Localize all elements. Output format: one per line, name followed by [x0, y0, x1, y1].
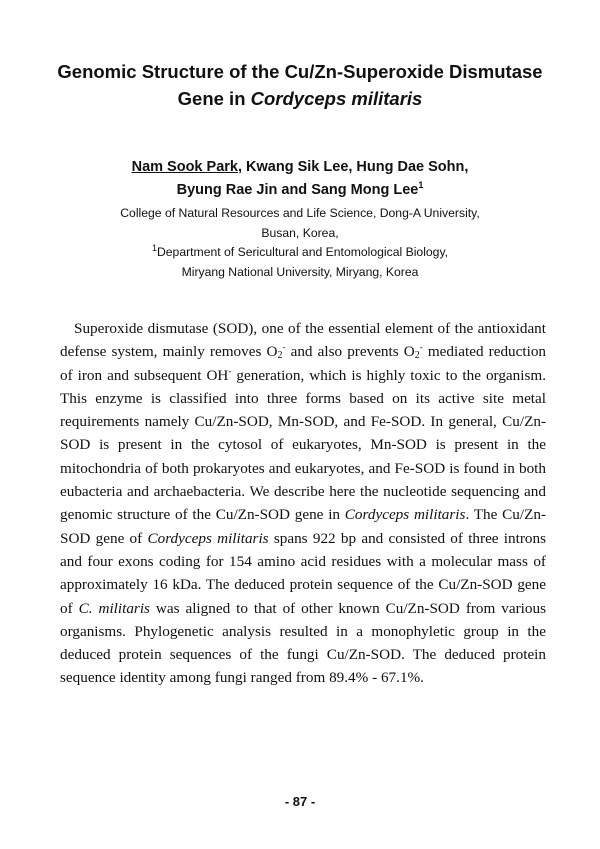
abstract-text-4: generation, which is highly toxic to the organism. This enzyme is classified into three forms based on its active site metal requirements namely Cu/Zn-SOD, Mn-SOD, and Fe-SOD. In general, Cu/Zn-SOD is present in the cytosol of eukaryotes, Mn-SOD is present in the mitochondria of both prokaryotes and eukaryotes, and Fe-SOD is found in both eubacteria and archaebacteria. We describe here the nucleotide sequencing and genomic structure of the Cu/Zn-SOD gene in: [60, 366, 546, 524]
affiliation-1-line-1: College of Natural Resources and Life Science, Dong-A University,: [120, 206, 480, 220]
affiliation-2-line-2: Miryang National University, Miryang, Korea: [181, 264, 419, 279]
affiliation-2-line-1: [20, 243, 580, 263]
affiliation-2-text: Department of Sericultural and Entomological Biology,: [156, 245, 449, 259]
o2-subscript: 2: [277, 350, 283, 362]
author-line-1: [20, 156, 580, 179]
species-italic-1: Cordyceps militaris: [344, 506, 466, 524]
author-line-2: [20, 179, 580, 202]
species-italic-3: C. militaris: [78, 599, 150, 617]
author-line-2-text: Byung Rae Jin and Sang Mong Lee: [176, 182, 419, 198]
page-number: - 87 -: [284, 794, 316, 809]
title-line-1: Genomic Structure of the Cu/Zn-Superoxide Dismutase: [57, 61, 543, 82]
oh-superscript: -: [228, 365, 232, 376]
abstract-paragraph: [60, 317, 546, 690]
affiliation-2-mark: 1: [151, 242, 157, 253]
o2-superscript: -: [282, 342, 286, 353]
author-line-1-rest: , Kwang Sik Lee, Hung Dae Sohn,: [237, 159, 469, 175]
title-species-name: Cordyceps militaris: [250, 88, 423, 109]
abstract-text-7: was aligned to that of other known Cu/Zn-SOD from various organisms. Phylogenetic analysis resulted in a monophyletic group in the deduced protein sequences of the fungi Cu/Zn-SOD. The deduced protein sequence identity among fungi ranged from 89.4% - 67.1%.: [60, 599, 546, 687]
paper-title: [20, 58, 580, 112]
abstract-text-6: spans 922 bp and consisted of three introns and four exons coding for 154 amino acid residues with a molecular mass of approximately 16 kDa. The deduced protein sequence of the Cu/Zn-SOD gene of: [60, 529, 546, 617]
o2-subscript-2: 2: [414, 350, 420, 362]
abstract-text-3: mediated reduction of iron and subsequent OH: [60, 343, 547, 384]
author-list: [20, 156, 580, 202]
title-line-2: [20, 85, 580, 112]
species-italic-2: Cordyceps militaris: [147, 529, 269, 547]
title-line-2-prefix: Gene in: [177, 88, 251, 109]
first-author: Nam Sook Park: [131, 159, 238, 175]
abstract-text-5: . The Cu/Zn-SOD gene of: [60, 506, 547, 547]
abstract-text-2: and also prevents O: [285, 343, 415, 361]
affiliation-1-line-2: Busan, Korea,: [261, 225, 339, 240]
abstract-text-1: Superoxide dismutase (SOD), one of the essential element of the antioxidant defense system, mainly removes O: [60, 320, 546, 361]
o2-superscript-2: -: [419, 342, 423, 353]
author-affiliation-mark: 1: [418, 180, 424, 191]
affiliations: [20, 204, 580, 282]
